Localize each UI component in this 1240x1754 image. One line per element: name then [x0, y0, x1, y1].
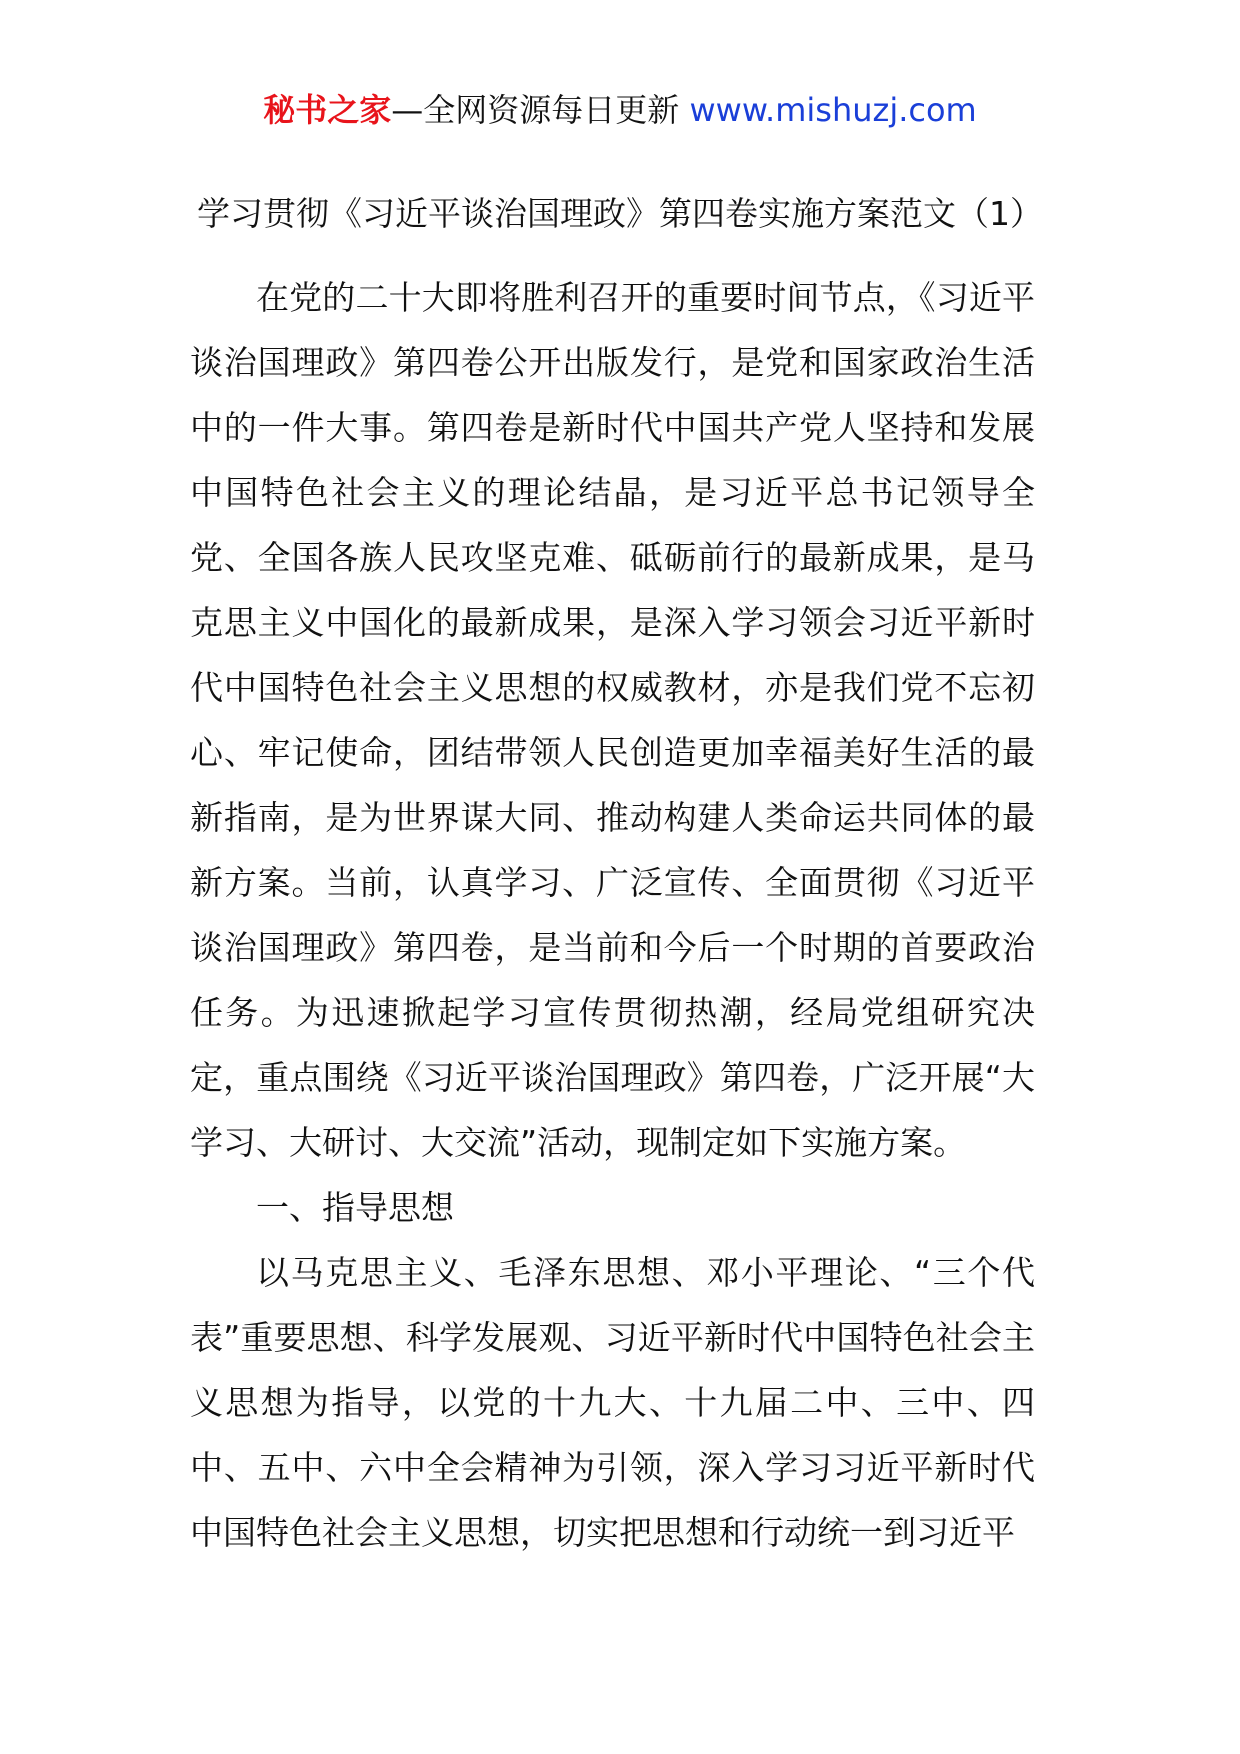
site-header [0, 88, 1240, 132]
document-body [190, 265, 1035, 1565]
site-url-link[interactable]: www.mishuzj.com [689, 91, 977, 129]
document-title: 学习贯彻《习近平谈治国理政》第四卷实施方案范文（1） [197, 194, 1043, 233]
intro-paragraph: 在党的二十大即将胜利召开的重要时间节点，《习近平谈治国理政》第四卷公开出版发行，是党和国家政治生活中的一件大事。第四卷是新时代中国共产党人坚持和发展中国特色社会主义的理论结晶，是习近平总书记领导全党、全国各族人民攻坚克难、砥砺前行的最新成果，是马克思主义中国化的最新成果，是深入学习领会习近平新时代中国特色社会主义思想的权威教材，亦是我们党不忘初心、牢记使命，团结带领人民创造更加幸福美好生活的最新指南，是为世界谋大同、推动构建人类命运共同体的最新方案。当前，认真学习、广泛宣传、全面贯彻《习近平谈治国理政》第四卷，是当前和今后一个时期的首要政治任务。为迅速掀起学习宣传贯彻热潮，经局党组研究决定，重点围绕《习近平谈治国理政》第四卷，广泛开展“大学习、大研讨、大交流”活动，现制定如下实施方案。 [190, 278, 1035, 1162]
brand-name: 秘书之家 [263, 91, 392, 129]
guiding-ideology-paragraph: 以马克思主义、毛泽东思想、邓小平理论、“三个代表”重要思想、科学发展观、习近平新时代中国特色社会主义思想为指导，以党的十九大、十九届二中、三中、四中、五中、六中全会精神为引领，深入学习习近平新时代中国特色社会主义思想，切实把思想和行动统一到习近平 [190, 1253, 1035, 1552]
section-heading-guiding-ideology: 一、指导思想 [256, 1188, 454, 1227]
header-tagline: —全网资源每日更新 [391, 91, 680, 129]
